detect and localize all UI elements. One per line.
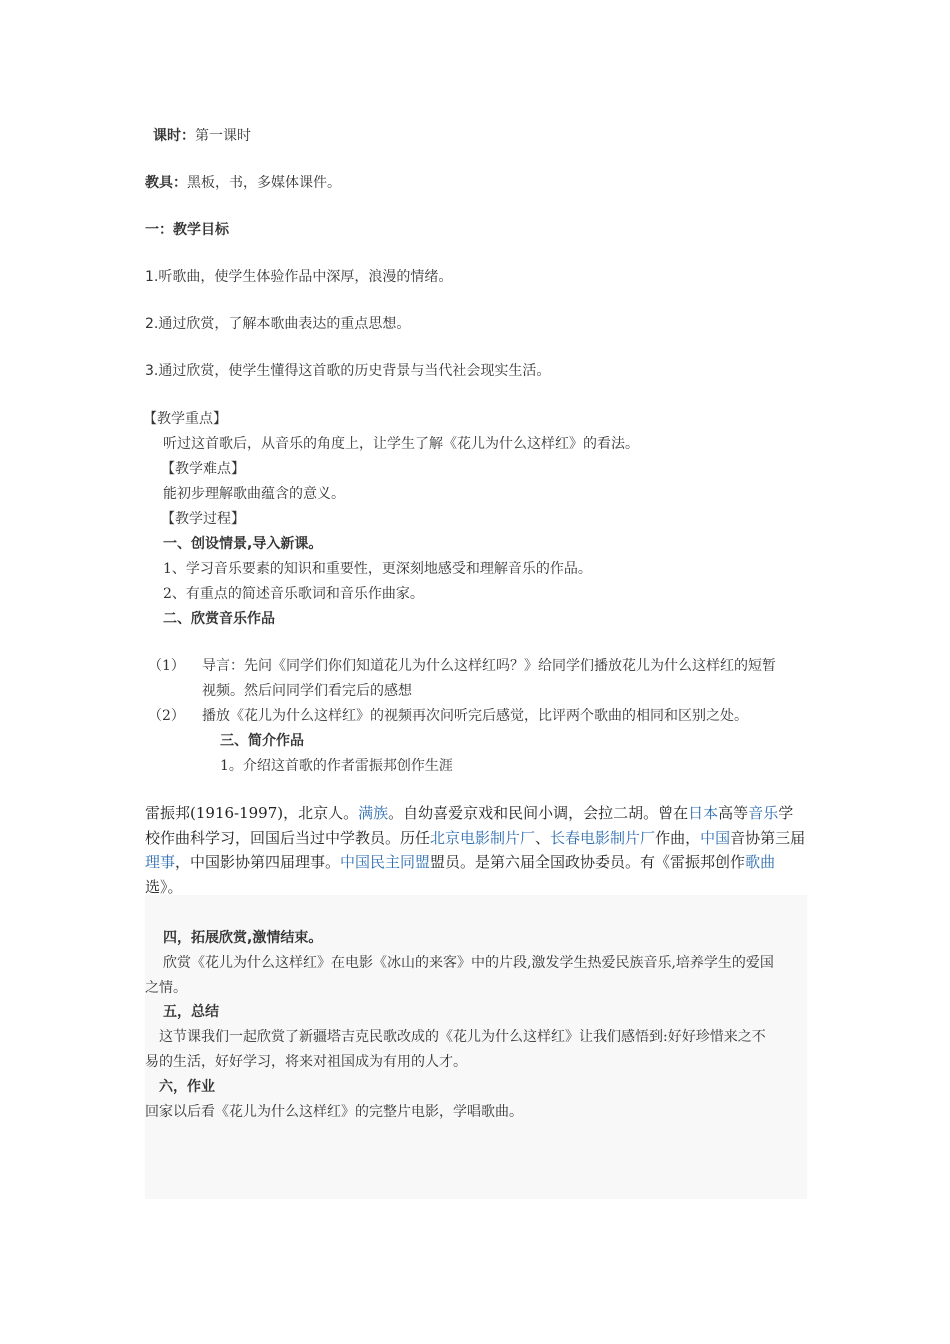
tools-label: 教具： — [145, 175, 187, 191]
objective-item: 3.通过欣赏，使学生懂得这首歌的历史背景与当代社会现实生活。 — [145, 363, 551, 379]
link-changchun-film-studio[interactable]: 长春电影制片厂 — [550, 828, 656, 847]
step4-line: 之情。 — [145, 980, 187, 996]
step6-text: 回家以后看《花儿为什么这样红》的完整片电影，学唱歌曲。 — [145, 1104, 523, 1120]
difficulty-heading: 【教学难点】 — [161, 461, 245, 477]
step3-item: 1。介绍这首歌的作者雷振邦创作生涯 — [220, 758, 453, 774]
step2-item-num: （1） — [148, 658, 185, 674]
step4-line: 欣赏《花儿为什么这样红》在电影《冰山的来客》中的片段,激发学生热爱民族音乐,培养学生的爱国 — [163, 955, 774, 971]
period-line — [153, 126, 251, 146]
link-manzu[interactable]: 满族 — [358, 804, 389, 822]
link-beijing-film-studio[interactable]: 北京电影制片厂 — [430, 828, 536, 847]
step5-line: 易的生活，好好学习，将来对祖国成为有用的人才。 — [145, 1054, 467, 1070]
link-japan[interactable]: 日本 — [688, 804, 719, 822]
link-china[interactable]: 中国 — [700, 828, 731, 847]
step1-item: 1、学习音乐要素的知识和重要性，更深刻地感受和理解音乐的作品。 — [163, 561, 592, 577]
link-director[interactable]: 理事 — [145, 853, 176, 871]
step4-heading: 四，拓展欣赏,激情结束。 — [163, 930, 323, 946]
link-democratic-league[interactable]: 中国民主同盟 — [340, 853, 431, 871]
step2-item-line: 播放《花儿为什么这样红》的视频再次问听完后感觉，比评两个歌曲的相同和区别之处。 — [202, 708, 748, 724]
objective-item: 1.听歌曲，使学生体验作品中深厚，浪漫的情绪。 — [145, 269, 453, 285]
link-music[interactable]: 音乐 — [748, 804, 779, 822]
step2-item-num: （2） — [148, 708, 185, 724]
period-label: 课时： — [153, 128, 195, 144]
step5-line: 这节课我们一起欣赏了新疆塔吉克民歌改成的《花儿为什么这样红》让我们感悟到:好好珍惜来之不 — [159, 1029, 766, 1045]
step5-heading: 五，总结 — [163, 1004, 219, 1020]
step3-heading: 三、简介作品 — [220, 733, 304, 749]
step2-item-line: 导言：先问《同学们你们知道花儿为什么这样红吗？》给同学们播放花儿为什么这样红的短暂 — [202, 658, 776, 674]
step2-heading: 二、欣赏音乐作品 — [163, 611, 275, 627]
key-point-text: 听过这首歌后，从音乐的角度上，让学生了解《花儿为什么这样红》的看法。 — [163, 436, 639, 452]
link-song[interactable]: 歌曲 — [745, 853, 776, 871]
step6-heading: 六，作业 — [159, 1079, 215, 1095]
step1-item: 2、有重点的简述音乐歌词和音乐作曲家。 — [163, 586, 424, 602]
step1-heading: 一、创设情景,导入新课。 — [163, 536, 323, 552]
tools-line — [145, 173, 341, 193]
tools-value: 黑板，书，多媒体课件。 — [187, 175, 341, 191]
period-value: 第一课时 — [195, 128, 251, 144]
step2-item-line: 视频。然后问同学们看完后的感想 — [202, 683, 412, 699]
key-point-heading: 【教学重点】 — [143, 411, 227, 427]
difficulty-text: 能初步理解歌曲蕴含的意义。 — [163, 486, 345, 502]
objectives-heading: 一：教学目标 — [145, 222, 229, 238]
process-heading: 【教学过程】 — [161, 511, 245, 527]
biography-paragraph: 雷振邦(1916-1997)，北京人。满族。自幼喜爱京戏和民间小调，会拉二胡。曾在日本高等音乐学校作曲科学习，回国后当过中学教员。历任北京电影制片厂、长春电影制片厂作曲，中国音协第三届理事，中国影协第四届理事。中国民主同盟盟员。是第六届全国政协委员。有《雷振邦创作歌曲选》。 — [145, 804, 806, 896]
objective-item: 2.通过欣赏，了解本歌曲表达的重点思想。 — [145, 316, 411, 332]
